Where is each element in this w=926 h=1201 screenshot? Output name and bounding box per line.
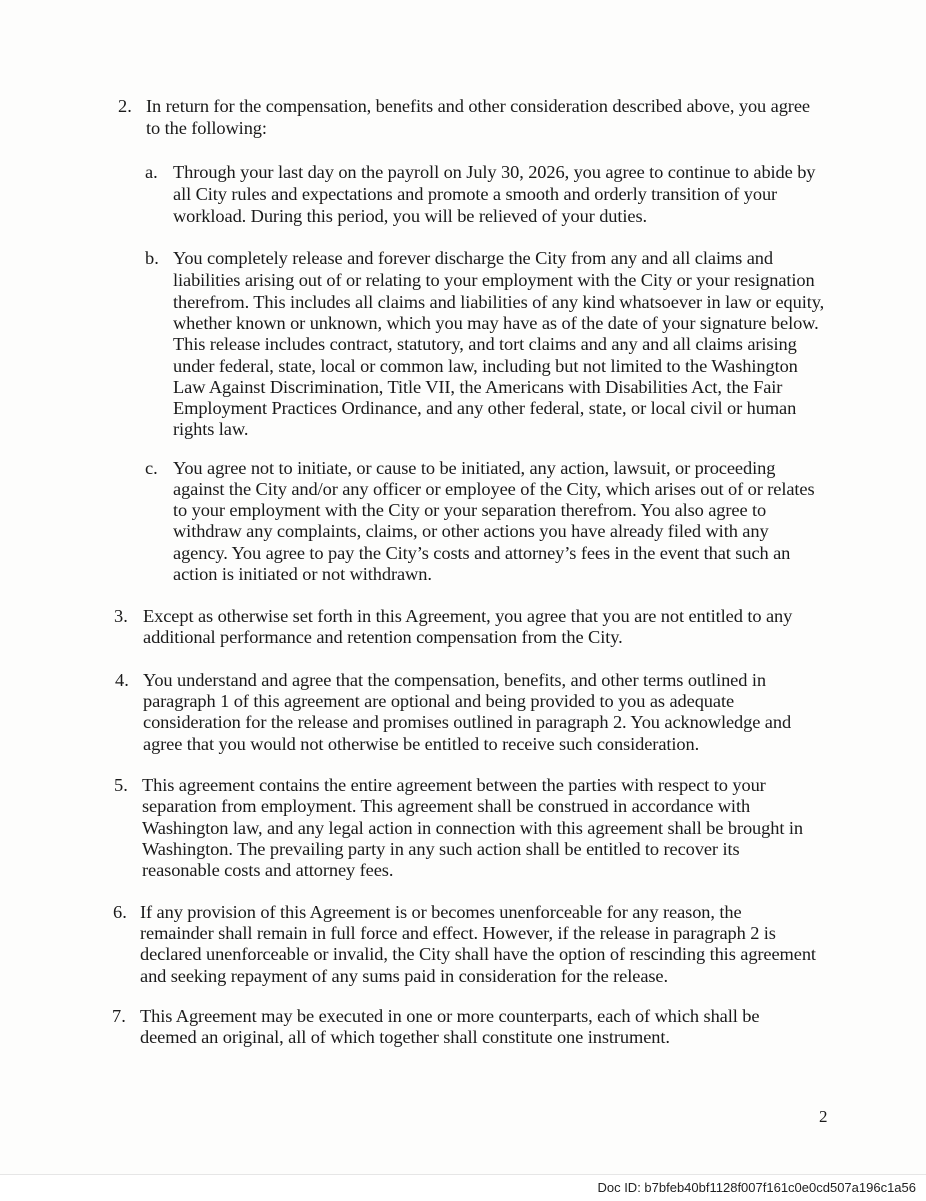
paragraph-line: If any provision of this Agreement is or becomes unenforceable for any reason, the <box>140 902 742 922</box>
paragraph-line: This Agreement may be executed in one or more counterparts, each of which shall be <box>140 1006 760 1026</box>
paragraph-line: remainder shall remain in full force and effect. However, if the release in paragraph 2 is <box>140 923 776 943</box>
paragraph-number: a. <box>145 162 158 182</box>
paragraph-line: workload. During this period, you will be relieved of your duties. <box>173 206 648 226</box>
paragraph-line: liabilities arising out of or relating to your employment with the City or your resignation <box>173 270 815 290</box>
paragraph-line: separation from employment. This agreement shall be construed in accordance with <box>142 796 751 816</box>
paragraph-number: 4. <box>115 670 129 690</box>
paragraph-line: all City rules and expectations and promote a smooth and orderly transition of your <box>173 184 778 204</box>
paragraph-line: In return for the compensation, benefits and other consideration described above, you agree <box>146 96 810 116</box>
paragraph-line: Employment Practices Ordinance, and any other federal, state, or local civil or human <box>173 398 797 418</box>
paragraph-line: Except as otherwise set forth in this Agreement, you agree that you are not entitled to any <box>143 606 793 626</box>
paragraph-line: to your employment with the City or your separation therefrom. You also agree to <box>173 500 767 520</box>
paragraph-number: 3. <box>114 606 128 626</box>
paragraph-line: whether known or unknown, which you may have as of the date of your signature below. <box>173 313 819 333</box>
paragraph-line: withdraw any complaints, claims, or other actions you have already filed with any <box>173 521 769 541</box>
paragraph-number: 5. <box>114 775 128 795</box>
paragraph-number: 2. <box>118 96 132 116</box>
paragraph-number: 7. <box>112 1006 126 1026</box>
paragraph-line: agency. You agree to pay the City’s costs and attorney’s fees in the event that such an <box>173 543 791 563</box>
paragraph-number: c. <box>145 458 158 478</box>
paragraph-line: Washington law, and any legal action in connection with this agreement shall be brought in <box>142 818 803 838</box>
doc-id-label: Doc ID: b7bfeb40bf1128f007f161c0e0cd507a196c1a56 <box>597 1180 916 1195</box>
paragraph-line: Washington. The prevailing party in any such action shall be entitled to recover its <box>142 839 740 859</box>
paragraph-line: agree that you would not otherwise be entitled to receive such consideration. <box>143 734 700 754</box>
paragraph-line: to the following: <box>146 118 267 138</box>
paragraph-line: action is initiated or not withdrawn. <box>173 564 432 584</box>
paragraph-line: paragraph 1 of this agreement are optional and being provided to you as adequate <box>143 691 735 711</box>
paragraph-line: You understand and agree that the compensation, benefits, and other terms outlined in <box>143 670 766 690</box>
paragraph-line: and seeking repayment of any sums paid in consideration for the release. <box>140 966 668 986</box>
paragraph-line: Through your last day on the payroll on July 30, 2026, you agree to continue to abide by <box>173 162 816 182</box>
paragraph-line: reasonable costs and attorney fees. <box>142 860 394 880</box>
paragraph-line: This agreement contains the entire agreement between the parties with respect to your <box>142 775 766 795</box>
paragraph-line: This release includes contract, statutory, and tort claims and any and all claims arising <box>173 334 797 354</box>
paragraph-line: rights law. <box>173 419 249 439</box>
paragraph-number: b. <box>145 248 159 268</box>
paragraph-line: declared unenforceable or invalid, the City shall have the option of rescinding this agreement <box>140 944 816 964</box>
page-number: 2 <box>819 1107 828 1126</box>
paragraph-line: You completely release and forever discharge the City from any and all claims and <box>173 248 773 268</box>
paragraph-line: deemed an original, all of which together shall constitute one instrument. <box>140 1027 670 1047</box>
paragraph-line: additional performance and retention compensation from the City. <box>143 627 623 647</box>
paragraph-line: under federal, state, local or common law, including but not limited to the Washington <box>173 356 798 376</box>
paragraph-line: consideration for the release and promises outlined in paragraph 2. You acknowledge and <box>143 712 792 732</box>
paragraph-line: Law Against Discrimination, Title VII, the Americans with Disabilities Act, the Fair <box>173 377 783 397</box>
paragraph-line: You agree not to initiate, or cause to be initiated, any action, lawsuit, or proceeding <box>173 458 776 478</box>
paragraph-line: against the City and/or any officer or employee of the City, which arises out of or relates <box>173 479 815 499</box>
paragraph-number: 6. <box>113 902 127 922</box>
paragraph-line: therefrom. This includes all claims and liabilities of any kind whatsoever in law or equity, <box>173 292 825 312</box>
